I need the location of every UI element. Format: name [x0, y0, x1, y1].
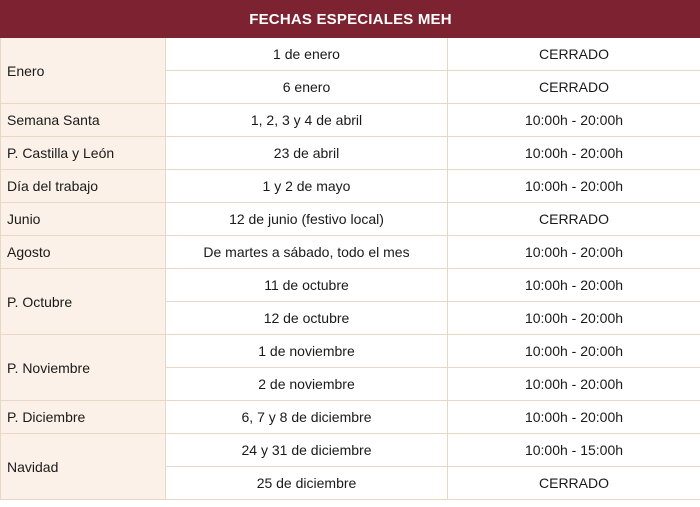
category-cell: Enero: [1, 38, 166, 104]
table-row: [1, 137, 700, 170]
category-cell: Navidad: [1, 434, 166, 500]
category-cell: Día del trabajo: [1, 170, 166, 203]
hours-cell: 10:00h - 20:00h: [448, 335, 700, 368]
table-row: [1, 38, 700, 71]
date-cell: 12 de junio (festivo local): [166, 203, 448, 236]
hours-cell: 10:00h - 20:00h: [448, 269, 700, 302]
table-row: [1, 170, 700, 203]
category-cell: Junio: [1, 203, 166, 236]
date-cell: 6 enero: [166, 71, 448, 104]
date-cell: 25 de diciembre: [166, 467, 448, 500]
table-row: [1, 236, 700, 269]
hours-cell: 10:00h - 20:00h: [448, 137, 700, 170]
date-cell: 2 de noviembre: [166, 368, 448, 401]
hours-cell: CERRADO: [448, 203, 700, 236]
hours-cell: 10:00h - 20:00h: [448, 401, 700, 434]
category-cell: Agosto: [1, 236, 166, 269]
hours-cell: 10:00h - 20:00h: [448, 302, 700, 335]
category-cell: P. Castilla y León: [1, 137, 166, 170]
date-cell: 24 y 31 de diciembre: [166, 434, 448, 467]
table-title: FECHAS ESPECIALES MEH: [1, 1, 700, 38]
date-cell: 12 de octubre: [166, 302, 448, 335]
table-row: [1, 203, 700, 236]
table-row: [1, 269, 700, 302]
date-cell: 11 de octubre: [166, 269, 448, 302]
category-cell: P. Diciembre: [1, 401, 166, 434]
hours-cell: CERRADO: [448, 38, 700, 71]
hours-cell: 10:00h - 20:00h: [448, 236, 700, 269]
hours-cell: 10:00h - 20:00h: [448, 104, 700, 137]
table-row: [1, 401, 700, 434]
table-body: [1, 38, 700, 500]
date-cell: 23 de abril: [166, 137, 448, 170]
date-cell: 6, 7 y 8 de diciembre: [166, 401, 448, 434]
category-cell: Semana Santa: [1, 104, 166, 137]
date-cell: 1 de noviembre: [166, 335, 448, 368]
hours-cell: 10:00h - 20:00h: [448, 368, 700, 401]
date-cell: 1 de enero: [166, 38, 448, 71]
hours-cell: 10:00h - 15:00h: [448, 434, 700, 467]
table-row: [1, 335, 700, 368]
category-cell: P. Octubre: [1, 269, 166, 335]
table-row: [1, 434, 700, 467]
category-cell: P. Noviembre: [1, 335, 166, 401]
hours-cell: 10:00h - 20:00h: [448, 170, 700, 203]
date-cell: 1, 2, 3 y 4 de abril: [166, 104, 448, 137]
date-cell: 1 y 2 de mayo: [166, 170, 448, 203]
hours-cell: CERRADO: [448, 71, 700, 104]
date-cell: De martes a sábado, todo el mes: [166, 236, 448, 269]
hours-cell: CERRADO: [448, 467, 700, 500]
table-header-row: [1, 1, 700, 38]
table-row: [1, 104, 700, 137]
